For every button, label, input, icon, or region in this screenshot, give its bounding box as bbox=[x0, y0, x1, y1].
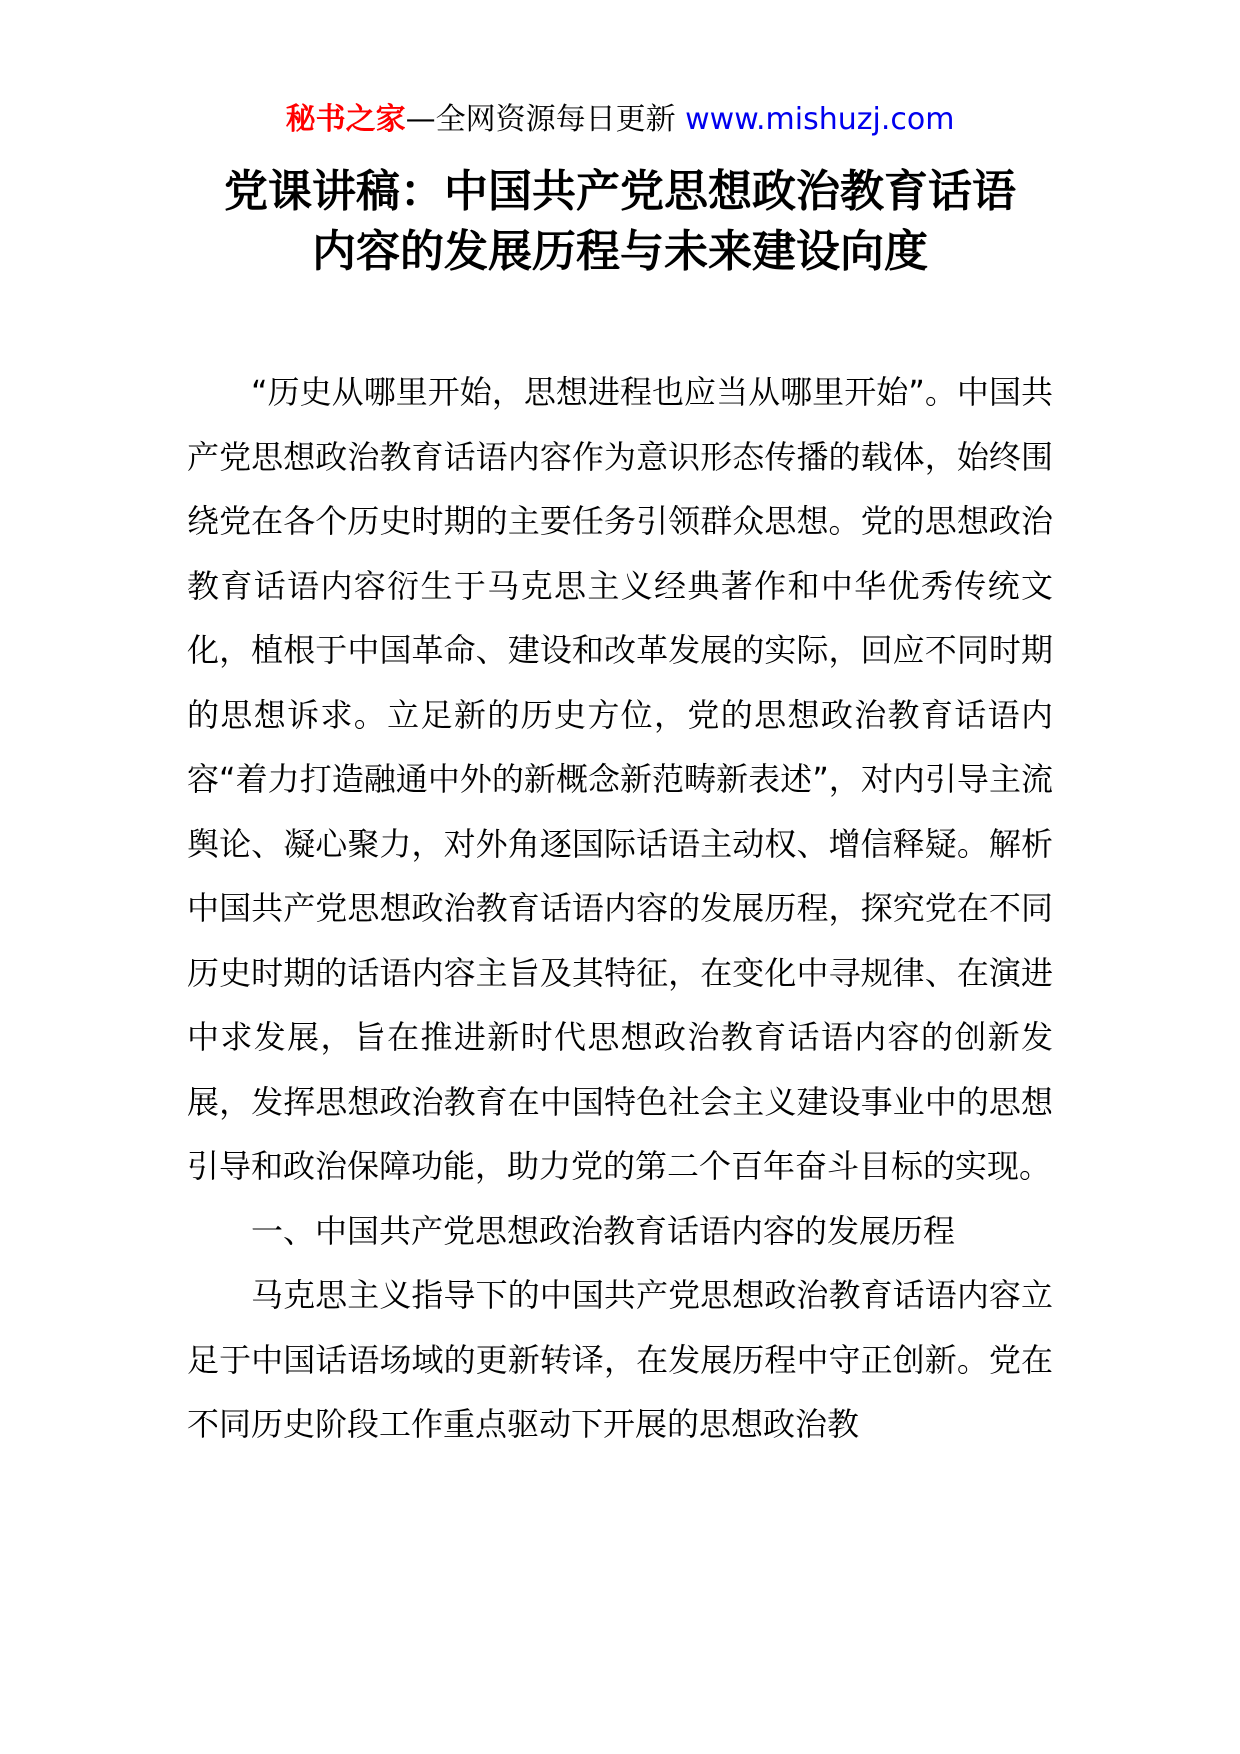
section-paragraph: 马克思主义指导下的中国共产党思想政治教育话语内容立足于中国话语场域的更新转译，在发展历程中守正创新。党在不同历史阶段工作重点驱动下开展的思想政治教 bbox=[187, 1276, 1053, 1443]
site-header bbox=[0, 100, 1240, 140]
brand-name: 秘书之家 bbox=[285, 102, 406, 137]
document-body bbox=[187, 360, 1053, 1457]
title-line-2: 内容的发展历程与未来建设向度 bbox=[312, 226, 928, 277]
intro-paragraph: “历史从哪里开始，思想进程也应当从哪里开始”。中国共产党思想政治教育话语内容作为意识形态传播的载体，始终围绕党在各个历史时期的主要任务引领群众思想。党的思想政治教育话语内容衍生于马克思主义经典著作和中华优秀传统文化，植根于中国革命、建设和改革发展的实际，回应不同时期的思想诉求。立足新的历史方位，党的思想政治教育话语内容“着力打造融通中外的新概念新范畴新表述”，对内引导主流舆论、凝心聚力，对外角逐国际话语主动权、增信释疑。解析中国共产党思想政治教育话语内容的发展历程，探究党在不同历史时期的话语内容主旨及其特征，在变化中寻规律、在演进中求发展，旨在推进新时代思想政治教育话语内容的创新发展，发挥思想政治教育在中国特色社会主义建设事业中的思想引导和政治保障功能，助力党的第二个百年奋斗目标的实现。 bbox=[187, 373, 1053, 1185]
document-title bbox=[120, 162, 1120, 282]
section-heading: 一、中国共产党思想政治教育话语内容的发展历程 bbox=[251, 1211, 956, 1250]
title-line-1: 党课讲稿：中国共产党思想政治教育话语 bbox=[224, 166, 1016, 217]
header-tagline: —全网资源每日更新 bbox=[405, 102, 686, 137]
site-url-link[interactable]: www.mishuzj.com bbox=[685, 102, 955, 137]
